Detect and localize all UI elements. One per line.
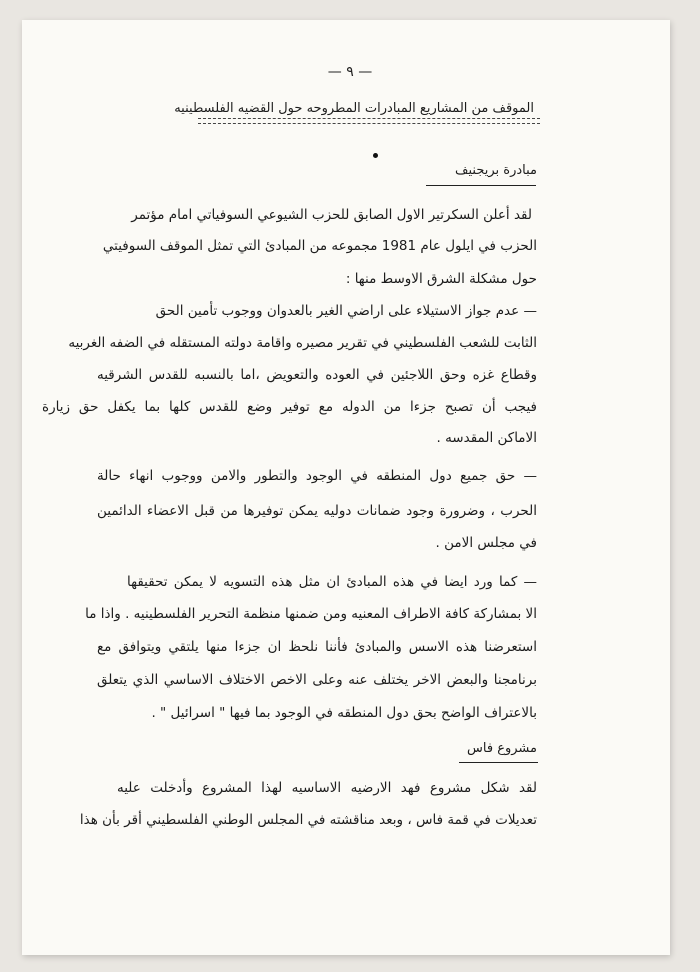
text-line: بالاعتراف الواضح بحق دول المنطقه في الوجود بما فيها " اسرائيل " . <box>151 705 537 721</box>
section-title-brezhnev: مبادرة بريجنيف <box>455 163 537 178</box>
text-line: استعرضنا هذه الاسس والمبادئ فأننا نلحظ ان جزءا منها يلتقي ويتوافق مع <box>97 639 537 655</box>
section-title-underline <box>459 762 538 763</box>
text-line: في مجلس الامن . <box>435 535 537 551</box>
ink-dot <box>373 153 378 158</box>
text-line: الحزب في ايلول عام 1981 مجموعه من المبادئ التي تمثل الموقف السوفيتي <box>102 238 537 254</box>
text-line: الثابت للشعب الفلسطيني في تقرير مصيره واقامة دولته المستقله في الضفه الغربيه <box>68 335 537 351</box>
text-line: لقد أعلن السكرتير الاول الصابق للحزب الشيوعي السوفياتي امام مؤتمر <box>131 207 532 223</box>
text-line: — حق جميع دول المنطقه في الوجود والتطور والامن ووجوب انهاء حالة <box>97 468 537 484</box>
text-line: لقد شكل مشروع فهد الارضيه الاساسيه لهذا المشروع وأدخلت عليه <box>117 780 537 796</box>
page-number: — ٩ — <box>327 64 373 80</box>
section-title-fez: مشروع فاس <box>467 741 537 756</box>
document-heading: الموقف من المشاريع المبادرات المطروحه حول القضيه الفلسطينيه <box>174 101 534 116</box>
text-line: الاماكن المقدسه . <box>436 430 537 446</box>
text-line: — عدم جواز الاستيلاء على اراضي الغير بالعدوان ووجوب تأمين الحق <box>155 303 537 319</box>
text-line: — كما ورد ايضا في هذه المبادئ ان مثل هذه التسويه لا يمكن تحقيقها <box>127 574 537 590</box>
text-line: حول مشكلة الشرق الاوسط منها : <box>345 271 537 287</box>
text-line: برنامجنا والبعض الاخر يختلف عنه وعلى الاخص الاختلاف الاساسي الذي يتعلق <box>97 672 537 688</box>
text-line: فيجب أن تصبح جزءا من الدوله مع توفير وضع للقدس كلها بما يكفل حق زيارة <box>42 399 537 415</box>
section-title-underline <box>426 185 536 186</box>
text-line: تعديلات في قمة فاس ، وبعد مناقشته في المجلس الوطني الفلسطيني أقر بأن هذا <box>79 812 537 828</box>
heading-double-underline <box>198 118 540 124</box>
text-line: الا بمشاركة كافة الاطراف المعنيه ومن ضمنها منظمة التحرير الفلسطينيه . واذا ما <box>85 606 537 622</box>
text-line: وقطاع غزه وحق اللاجئين في العوده والتعويض ،اما بالنسبه للقدس الشرقيه <box>97 367 537 383</box>
text-line: الحرب ، وضرورة وجود ضمانات دوليه يمكن توفيرها من قبل الاعضاء الدائمين <box>97 503 537 519</box>
